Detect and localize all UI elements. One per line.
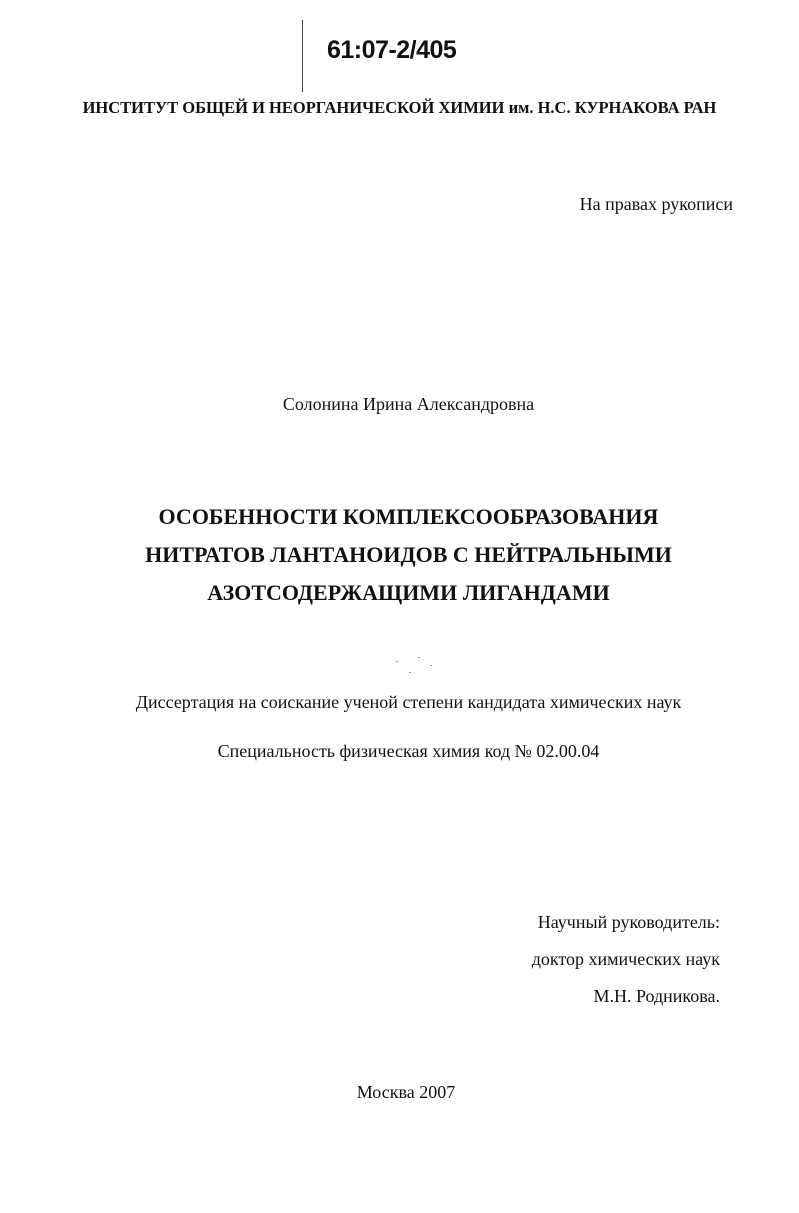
advisor-line: доктор химических наук — [531, 949, 720, 969]
institute-name: ИНСТИТУТ ОБЩЕЙ И НЕОРГАНИЧЕСКОЙ ХИМИИ им. Н.С. КУРНАКОВА РАН — [82, 98, 717, 117]
title-line: НИТРАТОВ ЛАНТАНОИДОВ С НЕЙТРАЛЬНЫМИ — [145, 542, 672, 567]
dissertation-title — [0, 498, 799, 612]
rights-note: На правах рукописи — [579, 194, 733, 214]
advisor-line: М.Н. Родникова. — [593, 986, 720, 1006]
scan-speck — [409, 672, 411, 673]
scan-speck — [430, 665, 432, 666]
stamp-divider-line — [302, 20, 303, 92]
title-line: АЗОТСОДЕРЖАЩИМИ ЛИГАНДАМИ — [207, 580, 610, 605]
scientific-advisor — [532, 904, 720, 1015]
library-stamp-code: 61:07-2/405 — [327, 36, 457, 64]
author-name: Солонина Ирина Александровна — [282, 394, 535, 414]
dissertation-degree-line: Диссертация на соискание ученой степени кандидата химических наук — [135, 692, 682, 712]
city-year: Москва 2007 — [356, 1082, 456, 1102]
scan-speck — [396, 661, 398, 662]
title-line: ОСОБЕННОСТИ КОМПЛЕКСООБРАЗОВАНИЯ — [158, 504, 659, 529]
advisor-line: Научный руководитель: — [537, 912, 720, 932]
scan-speck — [418, 657, 420, 658]
specialty-line: Специальность физическая химия код № 02.00.04 — [217, 741, 600, 761]
